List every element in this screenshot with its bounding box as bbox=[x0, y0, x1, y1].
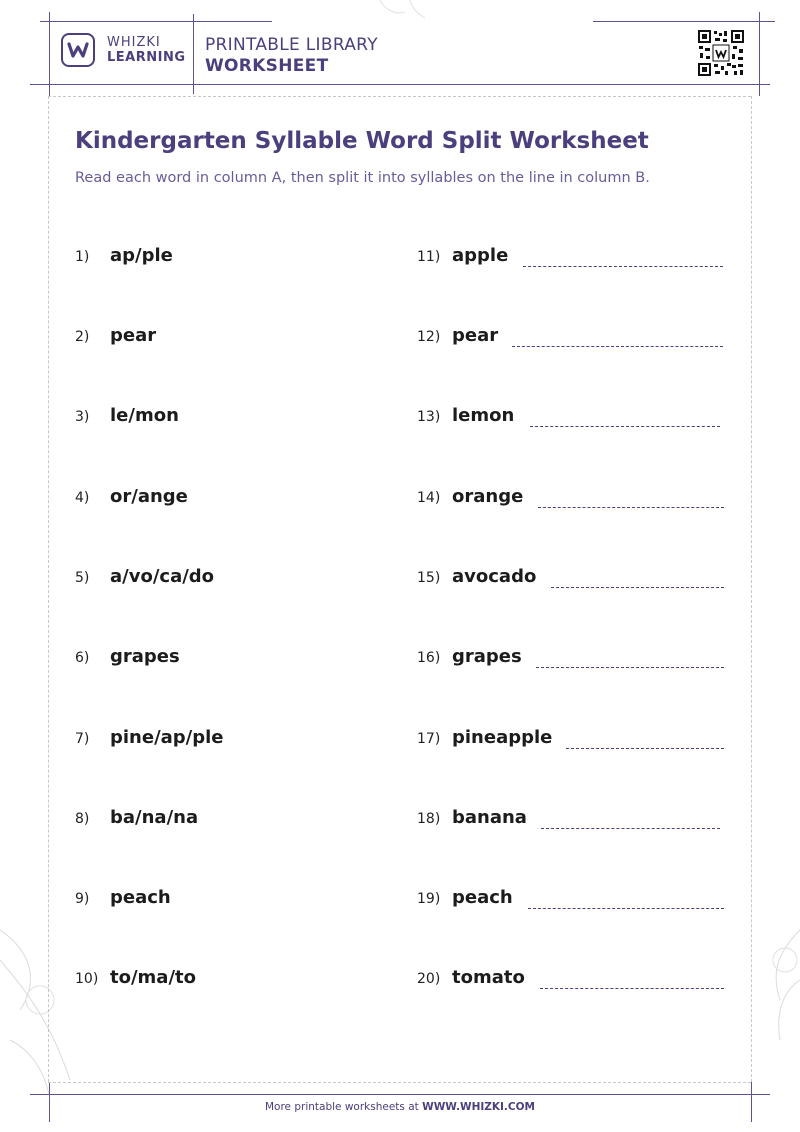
practice-word: pear bbox=[452, 325, 499, 346]
practice-word: lemon bbox=[452, 405, 515, 426]
item-number: 2) bbox=[75, 329, 90, 345]
flower-sketch-icon bbox=[0, 900, 90, 1100]
split-word: or/ange bbox=[110, 486, 188, 507]
worksheet-instructions: Read each word in column A, then split it into syllables on the line in column B. bbox=[75, 170, 650, 186]
answer-line[interactable] bbox=[528, 908, 724, 909]
split-word: peach bbox=[110, 887, 171, 908]
library-line-2: WORKSHEET bbox=[205, 56, 329, 77]
brand-line-2: LEARNING bbox=[107, 49, 186, 65]
item-number: 19) bbox=[417, 891, 441, 907]
split-word: pear bbox=[110, 325, 157, 346]
item-number: 7) bbox=[75, 731, 90, 747]
header-top-rule-right bbox=[593, 21, 775, 22]
item-number: 6) bbox=[75, 650, 90, 666]
item-number: 16) bbox=[417, 650, 441, 666]
item-number: 20) bbox=[417, 971, 441, 987]
item-number: 4) bbox=[75, 490, 90, 506]
split-word: ap/ple bbox=[110, 245, 173, 266]
practice-word: banana bbox=[452, 807, 527, 828]
footer-top-rule bbox=[30, 1094, 770, 1095]
practice-word: orange bbox=[452, 486, 524, 507]
practice-word: pineapple bbox=[452, 727, 553, 748]
item-number: 17) bbox=[417, 731, 441, 747]
w-logo-icon bbox=[61, 33, 95, 67]
item-number: 15) bbox=[417, 570, 441, 586]
practice-word: tomato bbox=[452, 967, 525, 988]
split-word: to/ma/to bbox=[110, 967, 196, 988]
answer-line[interactable] bbox=[536, 667, 724, 668]
answer-line[interactable] bbox=[538, 507, 724, 508]
answer-line[interactable] bbox=[566, 748, 724, 749]
answer-line[interactable] bbox=[541, 828, 720, 829]
item-number: 1) bbox=[75, 249, 90, 265]
item-number: 18) bbox=[417, 811, 441, 827]
brand-line-1: WHIZKI bbox=[107, 35, 161, 50]
header-divider-right bbox=[759, 12, 760, 96]
split-word: le/mon bbox=[110, 405, 179, 426]
footer-link[interactable]: WWW.WHIZKI.COM bbox=[422, 1101, 536, 1113]
item-number: 14) bbox=[417, 490, 441, 506]
answer-line[interactable] bbox=[530, 426, 720, 427]
flower-sketch-icon bbox=[370, 0, 430, 22]
answer-line[interactable] bbox=[512, 346, 723, 347]
answer-line[interactable] bbox=[540, 988, 724, 989]
split-word: ba/na/na bbox=[110, 807, 199, 828]
header-top-rule bbox=[40, 21, 272, 22]
item-number: 12) bbox=[417, 329, 441, 345]
item-number: 11) bbox=[417, 249, 441, 265]
item-number: 13) bbox=[417, 409, 441, 425]
split-word: grapes bbox=[110, 646, 180, 667]
library-line-1: PRINTABLE LIBRARY bbox=[205, 35, 378, 55]
footer-text bbox=[0, 1101, 800, 1113]
practice-word: avocado bbox=[452, 566, 537, 587]
header-divider-middle bbox=[193, 14, 194, 94]
answer-line[interactable] bbox=[551, 587, 724, 588]
flower-sketch-icon bbox=[740, 920, 800, 1040]
split-word: a/vo/ca/do bbox=[110, 566, 215, 587]
practice-word: grapes bbox=[452, 646, 522, 667]
footer-label: More printable worksheets at bbox=[264, 1101, 419, 1113]
page-border-bottom bbox=[48, 1082, 751, 1083]
page-border-top bbox=[48, 96, 751, 97]
item-number: 5) bbox=[75, 570, 90, 586]
practice-word: apple bbox=[452, 245, 509, 266]
practice-word: peach bbox=[452, 887, 513, 908]
item-number: 10) bbox=[75, 971, 99, 987]
item-number: 8) bbox=[75, 811, 90, 827]
brand-name bbox=[107, 36, 186, 66]
qr-code-icon[interactable] bbox=[697, 29, 745, 77]
library-label bbox=[205, 35, 378, 78]
header-divider-left bbox=[49, 12, 50, 96]
item-number: 9) bbox=[75, 891, 90, 907]
item-number: 3) bbox=[75, 409, 90, 425]
worksheet-title: Kindergarten Syllable Word Split Worksheet bbox=[75, 128, 649, 154]
header-bottom-rule bbox=[30, 84, 770, 85]
answer-line[interactable] bbox=[523, 266, 723, 267]
split-word: pine/ap/ple bbox=[110, 727, 224, 748]
